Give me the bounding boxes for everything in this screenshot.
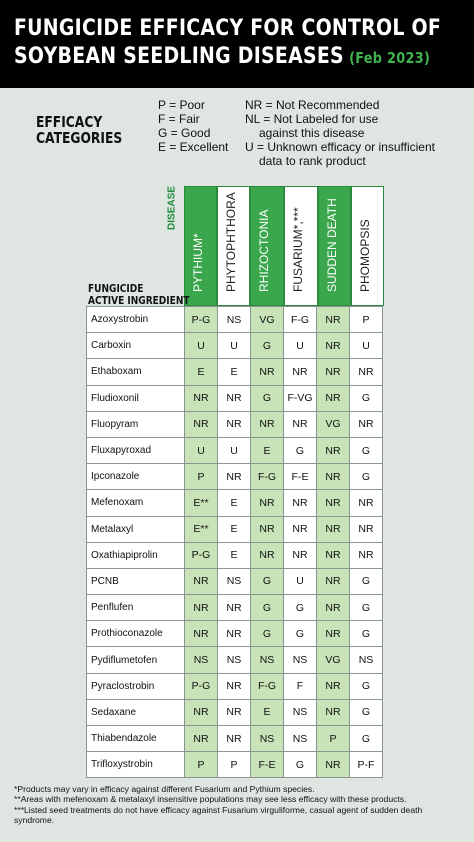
ingredient-name: Fludioxonil bbox=[87, 385, 185, 411]
efficacy-cell: NR bbox=[284, 411, 317, 437]
efficacy-cell: NS bbox=[284, 647, 317, 673]
efficacy-cell: G bbox=[251, 333, 284, 359]
efficacy-cell: NR bbox=[251, 490, 284, 516]
efficacy-cell: U bbox=[185, 437, 218, 463]
efficacy-cell: NR bbox=[251, 516, 284, 542]
efficacy-table bbox=[86, 306, 383, 778]
efficacy-cell: NR bbox=[317, 621, 350, 647]
efficacy-cell: NS bbox=[185, 647, 218, 673]
efficacy-cell: NR bbox=[317, 490, 350, 516]
ingredient-name: Oxathiapiprolin bbox=[87, 542, 185, 568]
efficacy-cell: NR bbox=[350, 516, 383, 542]
efficacy-cell: NR bbox=[317, 568, 350, 594]
ingredient-name: Azoxystrobin bbox=[87, 307, 185, 333]
table-row bbox=[87, 385, 383, 411]
efficacy-cell: F-E bbox=[284, 464, 317, 490]
ingredient-name: Pyraclostrobin bbox=[87, 673, 185, 699]
ingredient-name: Fluxapyroxad bbox=[87, 437, 185, 463]
efficacy-cell: G bbox=[284, 595, 317, 621]
efficacy-cell: NR bbox=[251, 542, 284, 568]
ingredient-name: PCNB bbox=[87, 568, 185, 594]
ingredient-name: Penflufen bbox=[87, 595, 185, 621]
legend-not-labeled-cont: against this disease bbox=[259, 126, 365, 140]
efficacy-cell: U bbox=[284, 568, 317, 594]
efficacy-cell: NR bbox=[185, 568, 218, 594]
column-header-phytophthora: PHYTOPHTHORA bbox=[217, 186, 250, 306]
table-row bbox=[87, 673, 383, 699]
legend-fair: F = Fair bbox=[158, 112, 200, 126]
efficacy-cell: NR bbox=[317, 699, 350, 725]
efficacy-cell: NS bbox=[251, 726, 284, 752]
efficacy-cell: U bbox=[218, 333, 251, 359]
table-row bbox=[87, 726, 383, 752]
efficacy-cell: NR bbox=[218, 621, 251, 647]
efficacy-cell: E bbox=[218, 516, 251, 542]
efficacy-cell: NR bbox=[218, 411, 251, 437]
table-row bbox=[87, 411, 383, 437]
efficacy-cell: P-G bbox=[185, 307, 218, 333]
ingredient-name: Trifloxystrobin bbox=[87, 752, 185, 778]
efficacy-cell: G bbox=[350, 464, 383, 490]
efficacy-cell: P-G bbox=[185, 542, 218, 568]
efficacy-cell: F-G bbox=[284, 307, 317, 333]
efficacy-cell: G bbox=[350, 595, 383, 621]
efficacy-cell: G bbox=[284, 752, 317, 778]
efficacy-cell: E** bbox=[185, 490, 218, 516]
ingredient-name: Ethaboxam bbox=[87, 359, 185, 385]
efficacy-cell: NS bbox=[218, 568, 251, 594]
efficacy-cell: G bbox=[350, 568, 383, 594]
efficacy-categories-title bbox=[36, 114, 122, 146]
efficacy-cell: NR bbox=[317, 595, 350, 621]
efficacy-cell: G bbox=[251, 621, 284, 647]
efficacy-cell: P bbox=[185, 752, 218, 778]
legend-poor: P = Poor bbox=[158, 98, 205, 112]
efficacy-cell: E bbox=[251, 437, 284, 463]
efficacy-cell: NR bbox=[185, 411, 218, 437]
efficacy-cell: NR bbox=[350, 490, 383, 516]
efficacy-cell: VG bbox=[317, 411, 350, 437]
efficacy-cell: G bbox=[350, 726, 383, 752]
efficacy-cell: E bbox=[218, 359, 251, 385]
efficacy-cell: NR bbox=[284, 490, 317, 516]
efficacy-cell: NS bbox=[218, 647, 251, 673]
efficacy-cell: NR bbox=[317, 359, 350, 385]
efficacy-cell: F bbox=[284, 673, 317, 699]
title-line-2-text: SOYBEAN SEEDLING DISEASES bbox=[14, 44, 344, 69]
title-line-2 bbox=[14, 44, 430, 69]
efficacy-cell: NR bbox=[185, 595, 218, 621]
efficacy-cell: NS bbox=[284, 699, 317, 725]
efficacy-cell: NR bbox=[251, 359, 284, 385]
efficacy-cell: G bbox=[350, 385, 383, 411]
column-header-sudden-death: SUDDEN DEATH bbox=[318, 186, 351, 306]
legend-not-labeled: NL = Not Labeled for use bbox=[245, 112, 379, 126]
table-row bbox=[87, 490, 383, 516]
date-label: (Feb 2023) bbox=[349, 49, 431, 67]
ingredient-name: Sedaxane bbox=[87, 699, 185, 725]
efficacy-cell: NR bbox=[317, 464, 350, 490]
ingredient-name: Ipconazole bbox=[87, 464, 185, 490]
efficacy-cell: P bbox=[317, 726, 350, 752]
efficacy-cell: NR bbox=[185, 385, 218, 411]
table-row bbox=[87, 595, 383, 621]
efficacy-cell: NR bbox=[185, 621, 218, 647]
efficacy-cell: E bbox=[185, 359, 218, 385]
column-header-pythium: PYTHIUM* bbox=[184, 186, 217, 306]
efficacy-cell: G bbox=[251, 595, 284, 621]
table-row bbox=[87, 333, 383, 359]
legend-not-recommended: NR = Not Recommended bbox=[245, 98, 380, 112]
efficacy-cell: NR bbox=[218, 699, 251, 725]
footnote-2: **Areas with mefenoxam & metalaxyl insensitive populations may see less efficacy with these products. bbox=[14, 794, 407, 805]
footnote-3: ***Listed seed treatments do not have efficacy against Fusarium virguliforme, casual agent of sudden death syndrome. bbox=[14, 804, 423, 826]
efficacy-cell: NR bbox=[251, 411, 284, 437]
table-row bbox=[87, 359, 383, 385]
efficacy-cell: E** bbox=[185, 516, 218, 542]
efficacy-cell: NR bbox=[284, 516, 317, 542]
footnotes bbox=[14, 784, 464, 826]
efficacy-cell: NS bbox=[218, 307, 251, 333]
column-header-fusarium: FUSARIUM*,*** bbox=[284, 186, 318, 306]
table-row bbox=[87, 647, 383, 673]
efficacy-cell: E bbox=[218, 490, 251, 516]
ingredient-name: Fluopyram bbox=[87, 411, 185, 437]
table-row bbox=[87, 437, 383, 463]
efficacy-cell: VG bbox=[317, 647, 350, 673]
table-row bbox=[87, 568, 383, 594]
legend-column-2 bbox=[245, 98, 435, 168]
legend-unknown: U = Unknown efficacy or insufficient bbox=[245, 140, 435, 154]
categories-title-line-1: EFFICACY bbox=[36, 113, 103, 131]
efficacy-cell: G bbox=[251, 568, 284, 594]
legend-unknown-cont: data to rank product bbox=[259, 154, 366, 168]
efficacy-cell: U bbox=[185, 333, 218, 359]
efficacy-cell: NR bbox=[317, 516, 350, 542]
efficacy-cell: E bbox=[251, 699, 284, 725]
table-row bbox=[87, 621, 383, 647]
efficacy-cell: G bbox=[350, 437, 383, 463]
ingredient-name: Prothioconazole bbox=[87, 621, 185, 647]
efficacy-cell: G bbox=[284, 437, 317, 463]
column-header-rhizoctonia: RHIZOCTONIA bbox=[250, 186, 284, 306]
efficacy-cell: VG bbox=[251, 307, 284, 333]
efficacy-cell: NR bbox=[350, 542, 383, 568]
efficacy-cell: U bbox=[284, 333, 317, 359]
efficacy-cell: E bbox=[218, 542, 251, 568]
efficacy-cell: P bbox=[185, 464, 218, 490]
efficacy-cell: F-E bbox=[251, 752, 284, 778]
efficacy-cell: F-G bbox=[251, 464, 284, 490]
legend-excellent: E = Excellent bbox=[158, 140, 229, 154]
efficacy-cell: NR bbox=[218, 385, 251, 411]
efficacy-cell: NR bbox=[317, 673, 350, 699]
efficacy-cell: NR bbox=[317, 333, 350, 359]
efficacy-cell: G bbox=[350, 699, 383, 725]
ingredient-name: Mefenoxam bbox=[87, 490, 185, 516]
title-banner bbox=[0, 0, 474, 88]
active-ingredient-label bbox=[88, 283, 190, 307]
efficacy-cell: NR bbox=[218, 595, 251, 621]
efficacy-cell: NR bbox=[185, 699, 218, 725]
efficacy-cell: NR bbox=[284, 542, 317, 568]
efficacy-cell: NS bbox=[350, 647, 383, 673]
ai-label-line-2: ACTIVE INGREDIENT bbox=[88, 294, 190, 307]
footnote-1: *Products may vary in efficacy against different Fusarium and Pythium species. bbox=[14, 784, 315, 794]
efficacy-cell: P-F bbox=[350, 752, 383, 778]
title-line-1: FUNGICIDE EFFICACY FOR CONTROL OF bbox=[14, 16, 442, 41]
efficacy-cell: G bbox=[350, 621, 383, 647]
efficacy-cell: NS bbox=[284, 726, 317, 752]
efficacy-cell: P-G bbox=[185, 673, 218, 699]
efficacy-cell: G bbox=[284, 621, 317, 647]
ingredient-name: Pydiflumetofen bbox=[87, 647, 185, 673]
legend-good: G = Good bbox=[158, 126, 211, 140]
table-row bbox=[87, 516, 383, 542]
ingredient-name: Carboxin bbox=[87, 333, 185, 359]
table-row bbox=[87, 307, 383, 333]
table-row bbox=[87, 542, 383, 568]
efficacy-cell: P bbox=[350, 307, 383, 333]
efficacy-cell: F-G bbox=[251, 673, 284, 699]
efficacy-cell: G bbox=[251, 385, 284, 411]
efficacy-cell: NR bbox=[218, 673, 251, 699]
table-row bbox=[87, 752, 383, 778]
categories-title-line-2: CATEGORIES bbox=[36, 129, 123, 147]
efficacy-cell: NR bbox=[317, 385, 350, 411]
efficacy-cell: NR bbox=[350, 359, 383, 385]
efficacy-cell: NR bbox=[317, 752, 350, 778]
efficacy-cell: U bbox=[218, 437, 251, 463]
efficacy-cell: NR bbox=[317, 307, 350, 333]
efficacy-cell: NR bbox=[185, 726, 218, 752]
legend-column-1 bbox=[158, 98, 228, 154]
efficacy-cell: U bbox=[350, 333, 383, 359]
efficacy-cell: NR bbox=[218, 464, 251, 490]
column-header-phomopsis: PHOMOPSIS bbox=[351, 186, 384, 306]
efficacy-cell: NS bbox=[251, 647, 284, 673]
ingredient-name: Thiabendazole bbox=[87, 726, 185, 752]
ingredient-name: Metalaxyl bbox=[87, 516, 185, 542]
efficacy-cell: NR bbox=[317, 542, 350, 568]
efficacy-cell: G bbox=[350, 673, 383, 699]
efficacy-cell: NR bbox=[218, 726, 251, 752]
efficacy-cell: NR bbox=[350, 411, 383, 437]
efficacy-cell: NR bbox=[284, 359, 317, 385]
disease-axis-label: DISEASE bbox=[166, 186, 178, 230]
efficacy-cell: F-VG bbox=[284, 385, 317, 411]
efficacy-cell: P bbox=[218, 752, 251, 778]
ai-label-line-1: FUNGICIDE bbox=[88, 282, 144, 295]
table-row bbox=[87, 464, 383, 490]
efficacy-cell: NR bbox=[317, 437, 350, 463]
table-row bbox=[87, 699, 383, 725]
